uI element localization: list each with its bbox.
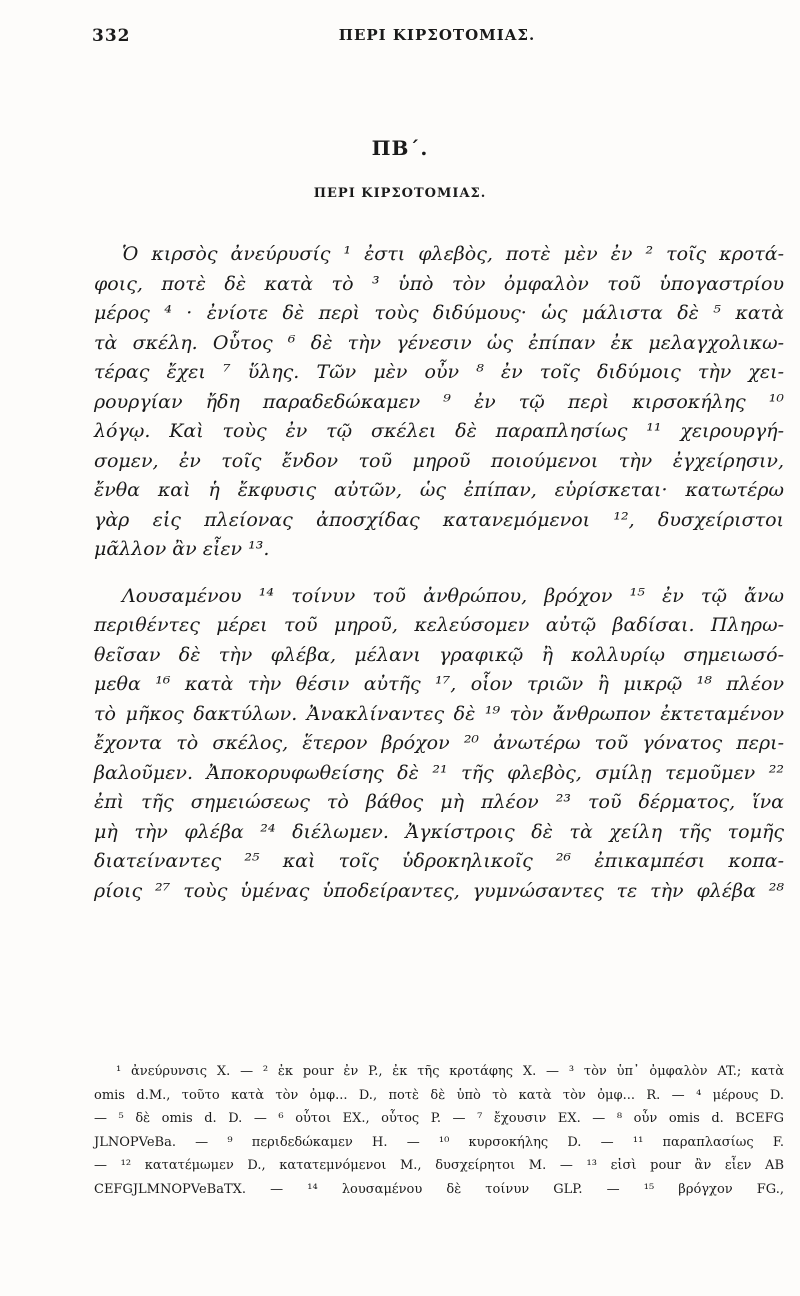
main-text bbox=[94, 240, 784, 906]
running-title: ΠΕΡΙ ΚΙΡΣΟΤΟΜΙΑΣ. bbox=[338, 26, 536, 44]
footnote-line: CEFGJLMNOPVeBaTX. — ¹⁴ λουσαμένου δὲ τοίνυν GLP. — ¹⁵ βρόγχον FG., bbox=[94, 1181, 784, 1197]
footnote-line: ¹ ἀνεύρυνσις X. — ² ἐκ pour ἐν P., ἐκ τῆς κροτάφης X. — ³ τὸν ὑπ᾽ ὀμφαλὸν AT.; κατὰ bbox=[116, 1064, 784, 1079]
text-line: τὸ μῆκος δακτύλων. Ἀνακλίναντες δὲ ¹⁹ τὸν ἄνθρωπον ἐκτεταμένον bbox=[94, 702, 784, 725]
text-line: μέρος ⁴ · ἐνίοτε δὲ περὶ τοὺς διδύμους· ὡς μάλιστα δὲ ⁵ κατὰ bbox=[94, 302, 784, 324]
text-line: ρουργίαν ἤδη παραδεδώκαμεν ⁹ ἐν τῷ περὶ κιρσοκήλης ¹⁰ bbox=[94, 390, 784, 413]
text-line: φοις, ποτὲ δὲ κατὰ τὸ ³ ὑπὸ τὸν ὀμφαλὸν τοῦ ὑπογαστρίου bbox=[94, 272, 784, 295]
text-line: ρίοις ²⁷ τοὺς ὑμένας ὑποδείραντες, γυμνώσαντες τε τὴν φλέβα ²⁸ bbox=[94, 879, 784, 902]
footnote-line: — ⁵ δὲ omis d. D. — ⁶ οὗτοι EX., οὗτος P. — ⁷ ἔχουσιν EX. — ⁸ οὖν omis d. BCEFG bbox=[94, 1111, 784, 1126]
text-line: σομεν, ἐν τοῖς ἔνδον τοῦ μηροῦ ποιούμενοι τὴν ἐγχείρησιν, bbox=[94, 449, 784, 472]
footnote-line: JLNOPVeBa. — ⁹ περιδεδώκαμεν H. — ¹⁰ κυρσοκήλης D. — ¹¹ παραπλασίως F. bbox=[94, 1134, 784, 1150]
footnotes bbox=[94, 1060, 784, 1201]
text-line: μεθα ¹⁶ κατὰ τὴν θέσιν αὐτῆς ¹⁷, οἷον τριῶν ἢ μικρῷ ¹⁸ πλέον bbox=[94, 673, 784, 695]
footnote-line: — ¹² κατατέμωμεν D., κατατεμνόμενοι M., δυσχείρητοι M. — ¹³ εἰσὶ pour ἂν εἶεν AB bbox=[94, 1158, 784, 1173]
chapter-title: ΠΕΡΙ ΚΙΡΣΟΤΟΜΙΑΣ. bbox=[313, 186, 487, 201]
page-number: 332 bbox=[92, 26, 131, 46]
text-line: ἔχοντα τὸ σκέλος, ἕτερον βρόχον ²⁰ ἀνωτέρω τοῦ γόνατος περι- bbox=[94, 732, 784, 754]
text-line: μὴ τὴν φλέβα ²⁴ διέλωμεν. Ἀγκίστροις δὲ τὰ χείλη τῆς τομῆς bbox=[94, 820, 784, 843]
chapter-number: ΠΒ΄. bbox=[371, 136, 429, 160]
text-line: περιθέντες μέρει τοῦ μηροῦ, κελεύσομεν αὐτῷ βαδίσαι. Πληρω- bbox=[94, 614, 784, 636]
text-line: ἔνθα καὶ ἡ ἔκφυσις αὐτῶν, ὡς ἐπίπαν, εὑρίσκεται· κατωτέρω bbox=[94, 479, 784, 501]
text-line: λόγῳ. Καὶ τοὺς ἐν τῷ σκέλει δὲ παραπλησίως ¹¹ χειρουργή- bbox=[94, 420, 784, 442]
running-head bbox=[92, 26, 782, 50]
text-line: Ὁ κιρσὸς ἀνεύρυσίς ¹ ἐστι φλεβὸς, ποτὲ μὲν ἐν ² τοῖς κροτά- bbox=[122, 243, 784, 265]
paragraph-1 bbox=[94, 240, 784, 565]
text-line: τέρας ἔχει ⁷ ὕλης. Τῶν μὲν οὖν ⁸ ἐν τοῖς διδύμοις τὴν χει- bbox=[94, 361, 784, 383]
paragraph-2 bbox=[94, 582, 784, 907]
text-line: ἐπὶ τῆς σημειώσεως τὸ βάθος μὴ πλέον ²³ τοῦ δέρματος, ἵνα bbox=[94, 791, 784, 813]
text-line: θεῖσαν δὲ τὴν φλέβα, μέλανι γραφικῷ ἢ κολλυρίῳ σημειωσό- bbox=[94, 643, 784, 666]
text-line: διατείναντες ²⁵ καὶ τοῖς ὑδροκηλικοῖς ²⁶ ἐπικαμπέσι κοπα- bbox=[94, 850, 784, 872]
text-line: βαλοῦμεν. Ἀποκορυφωθείσης δὲ ²¹ τῆς φλεβὸς, σμίλῃ τεμοῦμεν ²² bbox=[94, 761, 784, 784]
text-line: τὰ σκέλη. Οὗτος ⁶ δὲ τὴν γένεσιν ὡς ἐπίπαν ἐκ μελαγχολικω- bbox=[94, 331, 784, 354]
text-line: μᾶλλον ἂν εἶεν ¹³. bbox=[94, 538, 270, 560]
footnote-line: omis d.M., τοῦτο κατὰ τὸν ὀμφ... D., ποτὲ δὲ ὑπὸ τὸ κατὰ τὸν ὀμφ... R. — ⁴ μέρους D. bbox=[94, 1087, 784, 1103]
text-line: Λουσαμένου ¹⁴ τοίνυν τοῦ ἀνθρώπου, βρόχον ¹⁵ ἐν τῷ ἄνω bbox=[122, 584, 784, 607]
text-line: γὰρ εἰς πλείονας ἀποσχίδας κατανεμόμενοι ¹², δυσχείριστοι bbox=[94, 508, 784, 531]
